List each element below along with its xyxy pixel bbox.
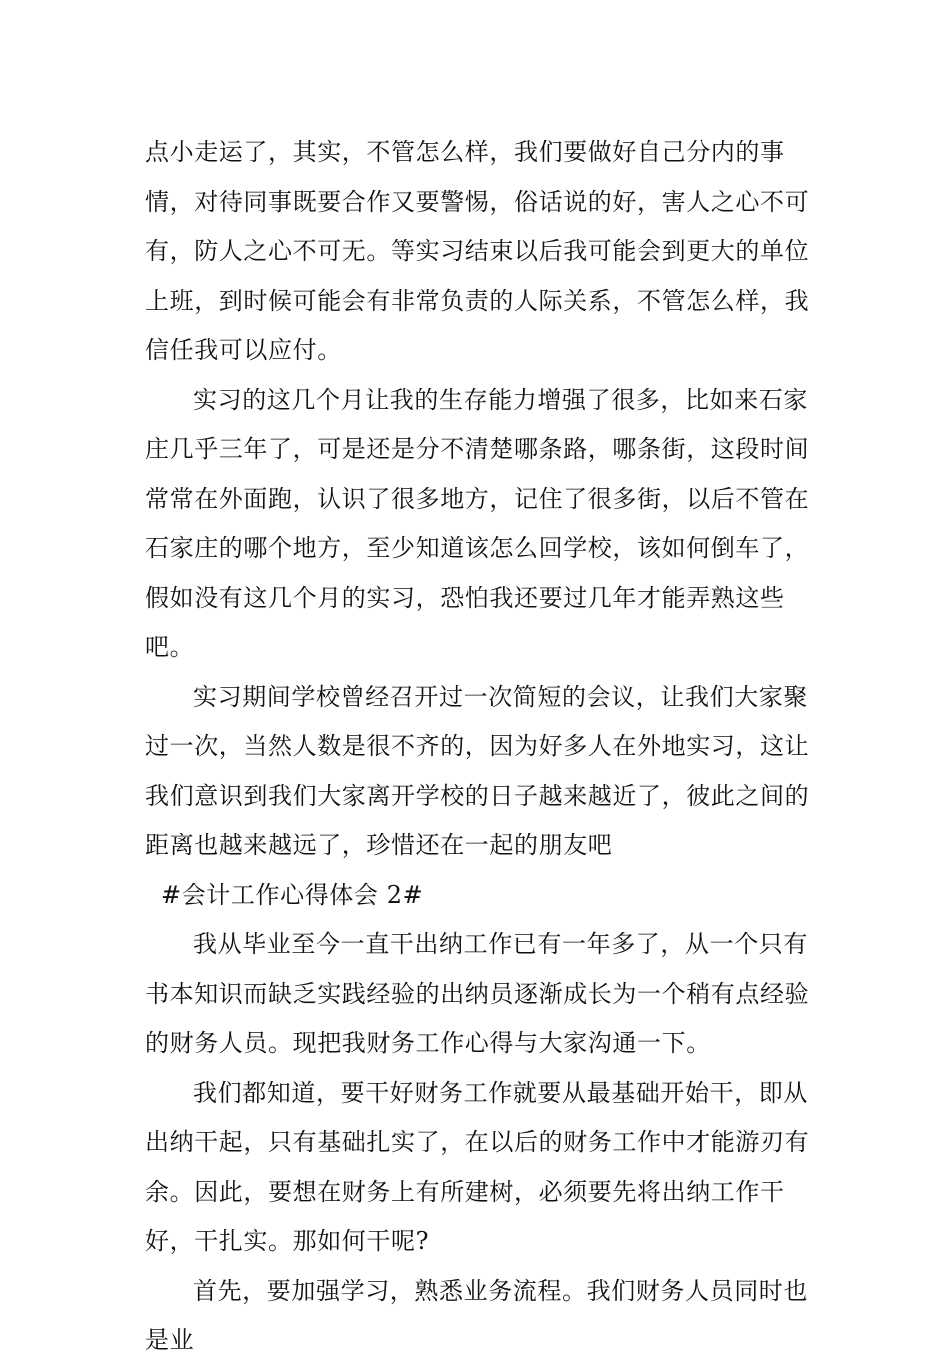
paragraph-6: 首先，要加强学习，熟悉业务流程。我们财务人员同时也是业 — [145, 1276, 808, 1354]
paragraph-3: 实习期间学校曾经召开过一次简短的会议，让我们大家聚过一次，当然人数是很不齐的，因为好多人在外地实习，这让我们意识到我们大家离开学校的日子越来越近了，彼此之间的距离也越来越远了，珍惜还在一起的朋友吧 — [145, 682, 810, 859]
paragraph-1: 点小走运了，其实，不管怎么样，我们要做好自己分内的事情，对待同事既要合作又要警惕，俗话说的好，害人之心不可有，防人之心不可无。等实习结束以后我可能会到更大的单位上班，到时候可能会有非常负责的人际关系，不管怎么样，我信任我可以应付。 — [145, 138, 810, 364]
document-body — [145, 128, 815, 1366]
paragraph-5: 我们都知道，要干好财务工作就要从最基础开始干，即从出纳干起，只有基础扎实了，在以后的财务工作中才能游刃有余。因此，要想在财务上有所建树，必须要先将出纳工作干好，干扎实。那如何干呢? — [145, 1078, 810, 1255]
section-heading: #会计工作心得体会 2# — [161, 880, 424, 909]
paragraph-2: 实习的这几个月让我的生存能力增强了很多，比如来石家庄几乎三年了，可是还是分不清楚哪条路，哪条街，这段时间常常在外面跑，认识了很多地方，记住了很多街，以后不管在石家庄的哪个地方，至少知道该怎么回学校，该如何倒车了，假如没有这几个月的实习，恐怕我还要过几年才能弄熟这些吧。 — [145, 385, 810, 661]
paragraph-4: 我从毕业至今一直干出纳工作已有一年多了，从一个只有书本知识而缺乏实践经验的出纳员逐渐成长为一个稍有点经验的财务人员。现把我财务工作心得与大家沟通一下。 — [145, 930, 810, 1057]
